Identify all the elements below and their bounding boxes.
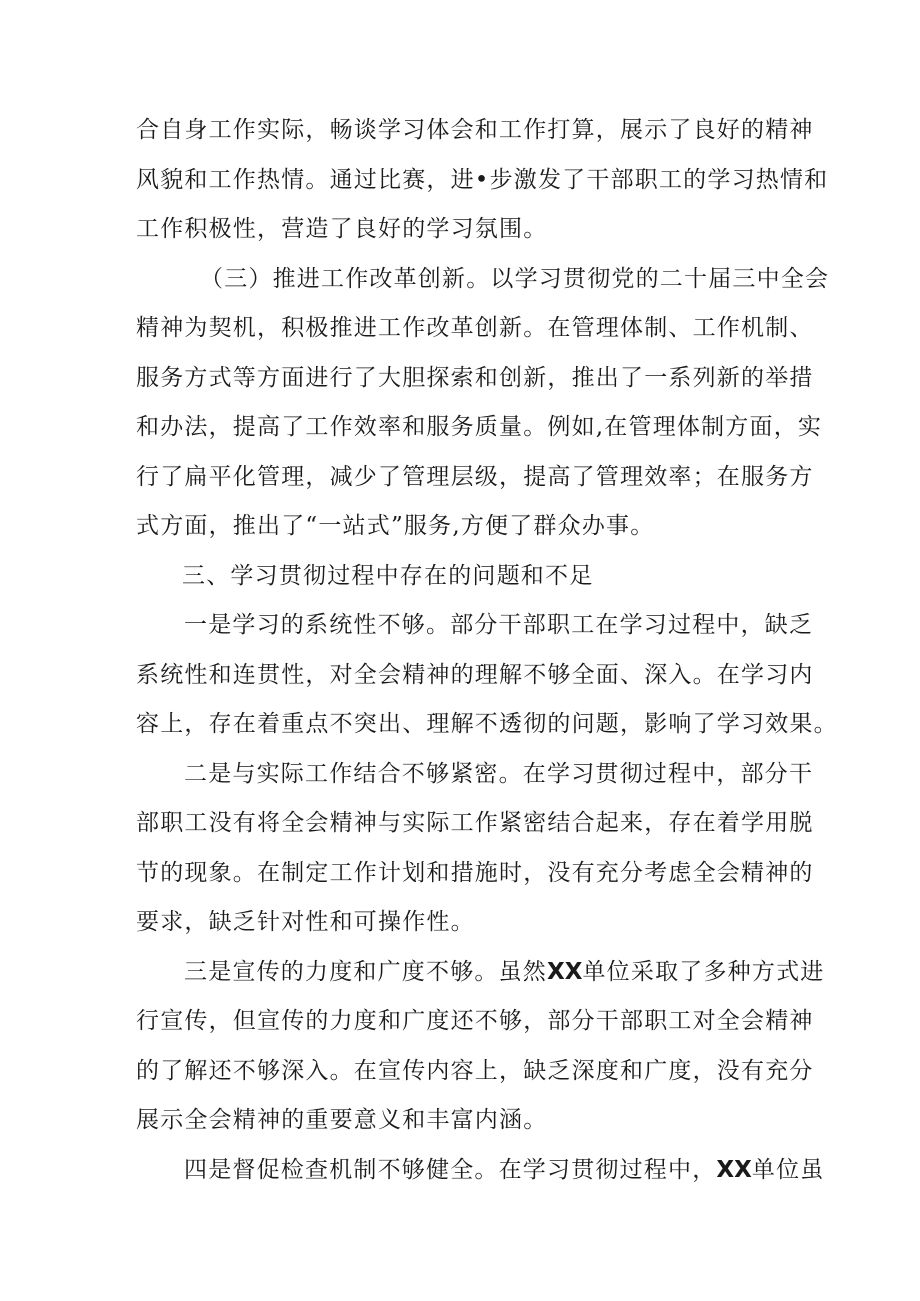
- paragraph-line: 精神为契机，积极推进工作改革创新。在管理体制、工作机制、: [136, 315, 814, 341]
- section-title: 三、学习贯彻过程中存在的问题和不足: [182, 563, 594, 589]
- paragraph-line: [184, 1154, 844, 1186]
- paragraph-line: 要求，缺乏针对性和可操作性。: [136, 909, 475, 935]
- paragraph-line: 二是与实际工作结合不够紧密。在学习贯彻过程中，部分干: [184, 761, 814, 787]
- paragraph-line: 风貌和工作热情。通过比赛，进•步激发了干部职工的学习热情和: [136, 167, 829, 193]
- paragraph-line: 式方面，推出了“一站式”服务,方便了群众办事。: [136, 513, 655, 539]
- paragraph-line: [184, 956, 844, 988]
- paragraph-line: 合自身工作实际，畅谈学习体会和工作打算，展示了良好的精神: [136, 117, 814, 143]
- text-segment: 单位采取了多种方式进: [582, 959, 825, 985]
- text-segment: 单位虽: [751, 1157, 825, 1183]
- paragraph-line: 行了扁平化管理，减少了管理层级，提高了管理效率；在服务方: [136, 464, 814, 490]
- paragraph-line: 的了解还不够深入。在宣传内容上，缺乏深度和广度，没有充分: [136, 1058, 814, 1084]
- text-segment: 三是宣传的力度和广度不够。虽然: [184, 959, 547, 985]
- paragraph-line: 容上，存在着重点不突出、理解不透彻的问题，影响了学习效果。: [136, 711, 838, 737]
- paragraph-line: 行宣传，但宣传的力度和广度还不够，部分干部职工对全会精神: [136, 1008, 814, 1034]
- paragraph-line: 系统性和连贯性，对全会精神的理解不够全面、深入。在学习内: [136, 662, 814, 688]
- text-segment: 四是督促检查机制不够健全。在学习贯彻过程中，: [184, 1157, 717, 1183]
- paragraph-line: 一是学习的系统性不够。部分干部职工在学习过程中，缺乏: [184, 612, 814, 638]
- paragraph-line: 节的现象。在制定工作计划和措施时，没有充分考虑全会精神的: [136, 860, 814, 886]
- paragraph-line: 服务方式等方面进行了大胆探索和创新，推出了一系列新的举措: [136, 365, 814, 391]
- paragraph-line: 和办法，提高了工作效率和服务质量。例如,在管理体制方面，实: [136, 414, 823, 440]
- placeholder-unit: XX: [716, 1157, 752, 1183]
- section-heading-line: （三）推进工作改革创新。以学习贯彻党的二十届三中全会: [200, 266, 830, 292]
- paragraph-line: 展示全会精神的重要意义和丰富内涵。: [136, 1107, 548, 1133]
- placeholder-unit: XX: [547, 959, 583, 985]
- paragraph-line: 部职工没有将全会精神与实际工作紧密结合起来，存在着学用脱: [136, 810, 814, 836]
- paragraph-line: 工作积极性，营造了良好的学习氛围。: [136, 216, 548, 242]
